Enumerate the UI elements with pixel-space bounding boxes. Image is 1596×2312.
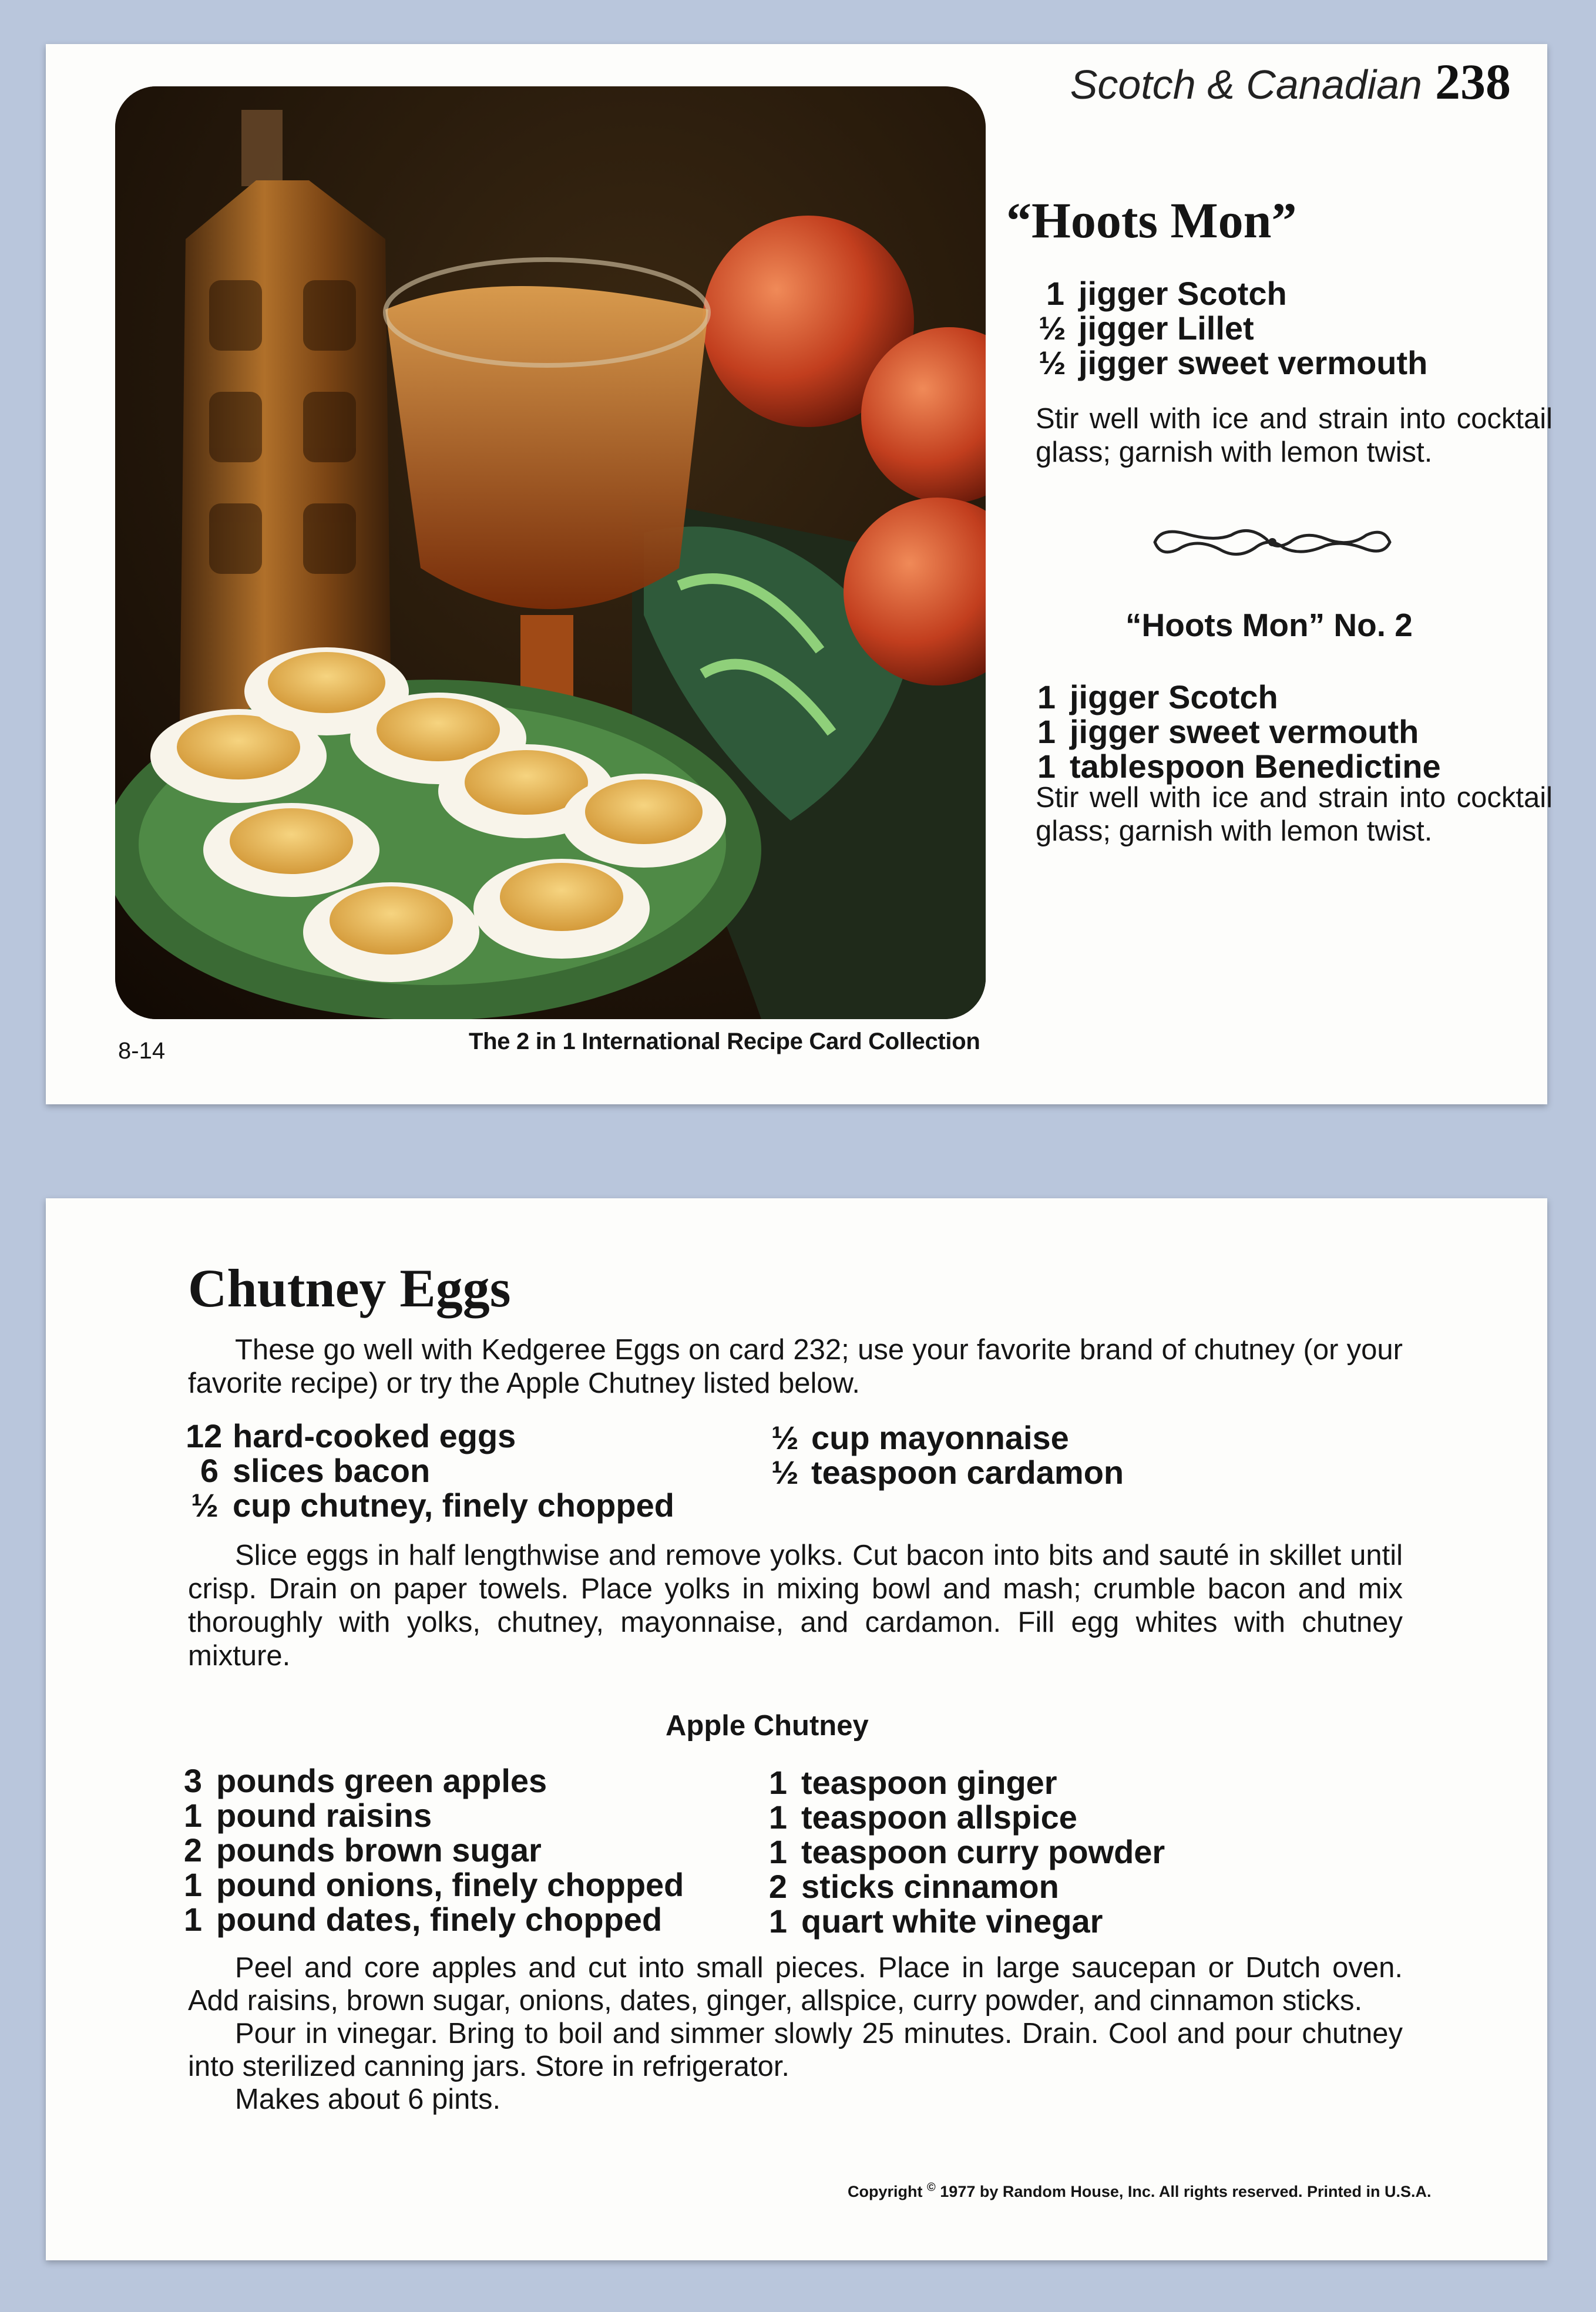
ingredient-row <box>1036 714 1441 749</box>
copyright-prefix: Copyright <box>848 2183 923 2200</box>
ingredient-row <box>771 1455 1124 1490</box>
ingredient-qty: 12 <box>186 1417 223 1454</box>
ingredient-row <box>767 1834 1165 1869</box>
ingredient-row <box>182 1763 684 1798</box>
ingredient-text: pound dates, finely chopped <box>216 1901 663 1938</box>
flourish-divider-icon <box>1149 519 1396 566</box>
ingredient-qty: 6 <box>200 1452 219 1489</box>
ingredient-row <box>186 1419 674 1453</box>
ingredient-qty: 1 <box>183 1797 202 1834</box>
ingredient-qty: 1 <box>768 1799 787 1836</box>
recipe-card-front <box>46 44 1553 1104</box>
ingredient-text: jigger sweet vermouth <box>1070 713 1419 750</box>
card-code: 8-14 <box>118 1038 166 1064</box>
recipe-yield: Makes about 6 pints. <box>235 2084 501 2115</box>
ingredient-row <box>182 1867 684 1902</box>
ingredient-text: teaspoon cardamon <box>811 1454 1124 1491</box>
card-number: 238 <box>1435 53 1511 110</box>
ingredient-qty: 1 <box>183 1901 202 1938</box>
ingredient-text: slices bacon <box>233 1452 431 1489</box>
recipe-title: “Hoots Mon” <box>1006 192 1297 248</box>
ingredient-qty: ½ <box>1039 344 1066 381</box>
ingredient-qty: 2 <box>768 1868 787 1905</box>
ingredient-row <box>767 1800 1165 1834</box>
ingredient-qty: 1 <box>768 1903 787 1940</box>
method-paragraph: Pour in vinegar. Bring to boil and simmer slowly 25 minutes. Drain. Cool and pour chutney into sterilized canning jars. Store in refrigerator. <box>188 2018 1403 2082</box>
ingredient-qty: 3 <box>183 1762 202 1799</box>
sub-recipe-method <box>188 1951 1403 2116</box>
ingredient-text: jigger Scotch <box>1078 275 1287 312</box>
recipe-card-back <box>46 1198 1547 2260</box>
ingredient-text: teaspoon ginger <box>801 1764 1057 1801</box>
ingredient-text: hard-cooked eggs <box>233 1417 516 1454</box>
ingredient-row <box>182 1833 684 1867</box>
ingredient-qty: 1 <box>768 1833 787 1870</box>
copyright-symbol: © <box>927 2181 936 2194</box>
ingredient-qty: 1 <box>183 1866 202 1903</box>
ingredient-text: jigger Lillet <box>1078 310 1254 347</box>
recipe-directions: Stir well with ice and strain into cocktail glass; garnish with lemon twist. <box>1036 782 1553 847</box>
ingredient-list <box>771 1420 1124 1490</box>
copyright-notice <box>848 2181 1432 2201</box>
recipe-directions: Stir well with ice and strain into cocktail glass; garnish with lemon twist. <box>1036 403 1553 468</box>
ingredient-text: pound raisins <box>216 1797 432 1834</box>
ingredient-row <box>1039 276 1427 311</box>
sub-recipe-title: Apple Chutney <box>666 1710 869 1742</box>
ingredient-qty: 2 <box>183 1832 202 1869</box>
ingredient-text: sticks cinnamon <box>801 1868 1059 1905</box>
ingredient-text: teaspoon allspice <box>801 1799 1077 1836</box>
ingredient-qty: 1 <box>1037 748 1056 785</box>
ingredient-qty: 1 <box>768 1764 787 1801</box>
ingredient-qty: 1 <box>1037 713 1056 750</box>
ingredient-row <box>767 1869 1165 1904</box>
ingredient-list <box>767 1765 1165 1938</box>
ingredient-row <box>182 1798 684 1833</box>
ingredient-list <box>1036 680 1441 784</box>
card-category-header <box>1070 52 1511 111</box>
ingredient-text: jigger sweet vermouth <box>1078 344 1428 381</box>
collection-name: The 2 in 1 International Recipe Card Collection <box>469 1029 980 1054</box>
recipe-title: “Hoots Mon” No. 2 <box>1125 607 1413 643</box>
ingredient-text: quart white vinegar <box>801 1903 1103 1940</box>
ingredient-qty: ½ <box>771 1454 799 1491</box>
recipe-title: Chutney Eggs <box>188 1258 511 1318</box>
ingredient-row <box>182 1902 684 1937</box>
ingredient-list <box>186 1419 674 1523</box>
recipe-method: Slice eggs in half lengthwise and remove yolks. Cut bacon into bits and sauté in skillet until crisp. Drain on paper towels. Place yolks in mixing bowl and mash; crumble bacon and mix thoroughly with yolks, chutney, mayonnaise, and cardamon. Fill egg whites with chutney mixture. <box>188 1540 1403 1672</box>
ingredient-row <box>1039 311 1427 345</box>
ingredient-qty: 1 <box>1037 678 1056 715</box>
ingredient-row <box>767 1765 1165 1800</box>
ingredient-text: cup chutney, finely chopped <box>233 1487 674 1524</box>
ingredient-row <box>1036 749 1441 784</box>
ingredient-row <box>1039 345 1427 380</box>
ingredient-text: pound onions, finely chopped <box>216 1866 684 1903</box>
ingredient-text: pounds brown sugar <box>216 1832 542 1869</box>
category-label: Scotch & Canadian <box>1070 62 1422 107</box>
ingredient-row <box>186 1453 674 1488</box>
ingredient-qty: ½ <box>771 1419 799 1456</box>
method-paragraph: Peel and core apples and cut into small pieces. Place in large saucepan or Dutch oven. Add raisins, brown sugar, onions, dates, ginger, allspice, curry powder, and cinnamon sticks. <box>188 1952 1403 2017</box>
food-photo <box>115 86 986 1019</box>
ingredient-qty: 1 <box>1046 275 1064 312</box>
copyright-text: 1977 by Random House, Inc. All rights reserved. Printed in U.S.A. <box>940 2183 1432 2200</box>
ingredient-row <box>1036 680 1441 714</box>
ingredient-list <box>1039 276 1427 380</box>
ingredient-qty: ½ <box>191 1487 219 1524</box>
ingredient-text: jigger Scotch <box>1070 678 1278 715</box>
recipe-intro: These go well with Kedgeree Eggs on card 232; use your favorite brand of chutney (or your favorite recipe) or try the Apple Chutney listed below. <box>188 1334 1403 1399</box>
ingredient-row <box>767 1904 1165 1938</box>
ingredient-text: cup mayonnaise <box>811 1419 1069 1456</box>
ingredient-text: tablespoon Benedictine <box>1070 748 1441 785</box>
ingredient-text: pounds green apples <box>216 1762 547 1799</box>
ingredient-qty: ½ <box>1039 310 1066 347</box>
ingredient-text: teaspoon curry powder <box>801 1833 1165 1870</box>
ingredient-list <box>182 1763 684 1937</box>
ingredient-row <box>186 1488 674 1523</box>
ingredient-row <box>771 1420 1124 1455</box>
